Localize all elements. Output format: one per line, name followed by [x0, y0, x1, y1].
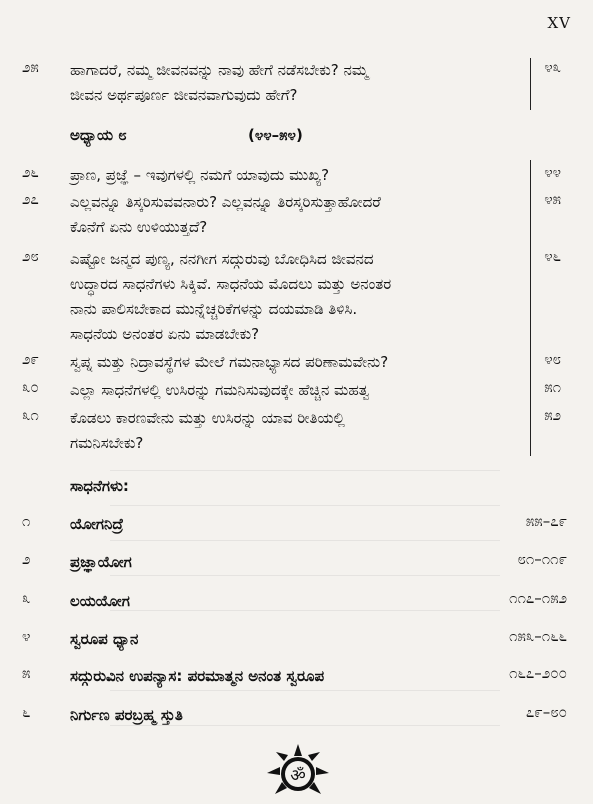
entry-line: ಸಾಧನೆಯ ಅನಂತರ ಏನು ಮಾಡಬೇಕು? [70, 325, 260, 343]
bleed-through [110, 575, 500, 576]
entry-text [70, 406, 525, 456]
entry-line: ಎಲ್ಲಾ ಸಾಧನೆಗಳಲ್ಲಿ ಉಸಿರನ್ನು ಗಮನಿಸುವುದಕ್ಕೇ ಹೆಚ್ಚಿನ ಮಹತ್ವ [70, 381, 370, 399]
entry-text [70, 350, 525, 375]
entry-line: ಗಮನಿಸಬೇಕು? [70, 434, 144, 452]
practice-number: ೪ [22, 627, 31, 645]
entry-line: ಹಾಗಾದರೆ, ನಮ್ಮ ಜೀವನವನ್ನು ನಾವು ಹೇಗೆ ನಡೆಸಬೇಕು? ನಮ್ಮ [70, 61, 369, 79]
entry-text [70, 378, 525, 403]
practice-number: ೩ [22, 589, 31, 607]
practice-pages: ೧೧೭–೧೫೨ [509, 589, 567, 607]
practice-label: ಯೋಗನಿದ್ರೆ [70, 515, 124, 533]
entry-number: ೨೬ [22, 163, 39, 181]
entry-line: ಉದ್ಧಾರದ ಸಾಧನೆಗಳು ಸಿಕ್ಕಿವೆ. ಸಾಧನೆಯ ಮೊದಲು ಮತ್ತು ಅನಂತರ [70, 275, 392, 293]
practice-number: ೬ [22, 703, 31, 721]
practice-label: ಸದ್ಗುರುವಿನ ಉಪನ್ಯಾಸ: ಪರಮಾತ್ಮನ ಅನಂತ ಸ್ವರೂಪ [70, 667, 325, 685]
entry-page: ೪೪ [544, 163, 561, 181]
practice-label: ಪ್ರಜ್ಞಾಯೋಗ [70, 553, 132, 571]
entry-page: ೫೧ [544, 378, 561, 396]
entry-line: ನಾನು ಪಾಲಿಸಬೇಕಾದ ಮುನ್ನೆಚ್ಚರಿಕೆಗಳನ್ನು ದಯಮಾಡಿ ತಿಳಿಸಿ. [70, 300, 358, 318]
entry-line: ಜೀವನ ಅರ್ಥಪೂರ್ಣ ಜೀವನವಾಗುವುದು ಹೇಗೆ? [70, 86, 298, 104]
chapter-title: ಅಧ್ಯಾಯ ೮ [70, 126, 127, 144]
practice-pages: ೧೫೩–೧೬೬ [509, 627, 567, 645]
entry-number: ೨೫ [22, 58, 39, 76]
practice-label: ನಿರ್ಗುಣ ಪರಬ್ರಹ್ಮ ಸ್ತುತಿ [70, 706, 183, 724]
practice-label: ಸ್ವರೂಪ ಧ್ಯಾನ [70, 630, 139, 648]
om-symbol: ॐ [290, 766, 306, 786]
entry-line: ಎಷ್ಟೋ ಜನ್ಮದ ಪುಣ್ಯ, ನನಗೀಗ ಸದ್ಗುರುವು ಬೋಧಿಸಿದ ಜೀವನದ [70, 250, 374, 268]
entry-page: ೫೨ [544, 406, 561, 424]
practice-label: ಲಯಯೋಗ [70, 592, 130, 610]
entry-number: ೨೮ [22, 247, 39, 265]
chapter-range: (೪೪–೫೪) [248, 126, 303, 144]
entry-line: ಸ್ವಪ್ನ ಮತ್ತು ನಿದ್ರಾವಸ್ಥೆಗಳ ಮೇಲೆ ಗಮನಾಭ್ಯಾಸದ ಪರಿಣಾಮವೇನು? [70, 353, 389, 371]
entry-number: ೩೧ [22, 406, 39, 424]
column-rule [530, 58, 531, 110]
entry-line: ಎಲ್ಲವನ್ನೂ ತಿಸ್ಕರಿಸುವವನಾರು? ಎಲ್ಲವನ್ನೂ ತಿರಸ್ಕರಿಸುತ್ತಾಹೋದರೆ [70, 193, 381, 211]
entry-line: ಪ್ರಾಣ, ಪ್ರಜ್ಞೆ – ಇವುಗಳಲ್ಲಿ ನಮಗೆ ಯಾವುದು ಮುಖ್ಯ? [70, 166, 330, 184]
bleed-through [110, 690, 500, 691]
column-rule [530, 160, 531, 456]
entry-number: ೩೦ [22, 378, 39, 396]
practice-number: ೧ [22, 512, 31, 530]
om-sunburst-icon [265, 742, 331, 800]
entry-page: ೪೩ [544, 58, 561, 76]
practice-pages: ೧೬೭–೨೦೦ [509, 664, 567, 682]
section-heading: ಸಾಧನೆಗಳು: [70, 477, 129, 495]
practice-number: ೨ [22, 550, 31, 568]
entry-number: ೨೯ [22, 350, 39, 368]
practice-pages: ೭೯–೮೦ [525, 703, 567, 721]
bleed-through [110, 505, 500, 506]
om-emblem [265, 742, 331, 800]
practice-pages: ೫೫–೭೯ [525, 512, 567, 530]
entry-text [70, 190, 525, 240]
chapter-heading [70, 126, 303, 144]
entry-line: ಕೊಡಲು ಕಾರಣವೇನು ಮತ್ತು ಉಸಿರನ್ನು ಯಾವ ರೀತಿಯಲ್ಲಿ [70, 409, 345, 427]
entry-text [70, 58, 525, 108]
page-number: XV [547, 14, 571, 32]
entry-text [70, 247, 525, 347]
practice-pages: ೮೧–೧೧೯ [517, 550, 567, 568]
practice-number: ೫ [22, 664, 31, 682]
entry-line: ಕೊನೆಗೆ ಏನು ಉಳಿಯುತ್ತದೆ? [70, 218, 208, 236]
bleed-through [110, 470, 500, 471]
entry-text [70, 163, 525, 188]
entry-number: ೨೭ [22, 190, 39, 208]
bleed-through [110, 540, 500, 541]
entry-page: ೪೫ [544, 190, 561, 208]
entry-page: ೪೮ [544, 350, 561, 368]
entry-page: ೪೬ [544, 247, 561, 265]
